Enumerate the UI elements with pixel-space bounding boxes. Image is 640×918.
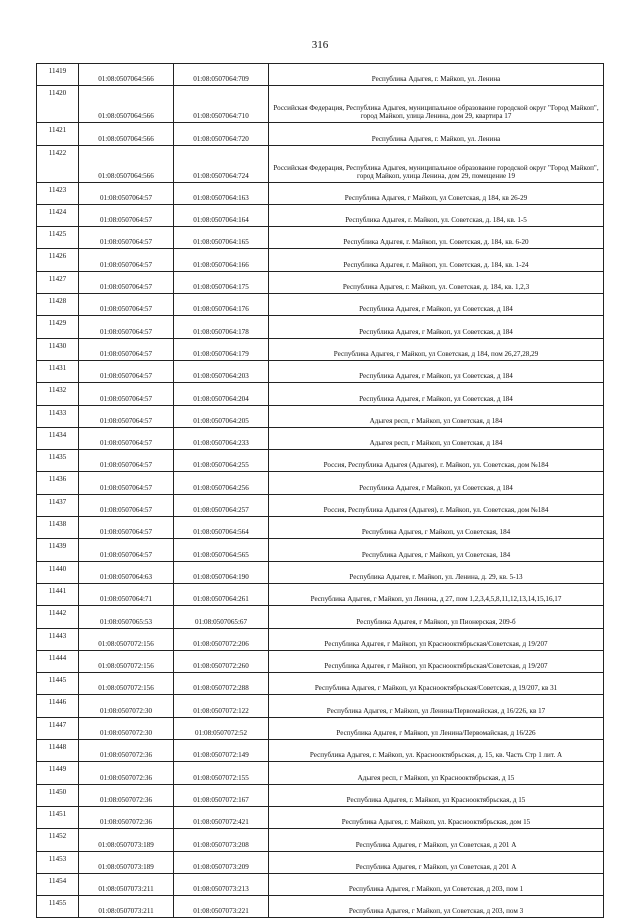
- parent-cadastral-number-cell: 01:08:0507064:57: [79, 494, 174, 516]
- cadastral-number-cell: 01:08:0507072:122: [174, 695, 269, 717]
- cadastral-number-cell: 01:08:0507064:190: [174, 561, 269, 583]
- cadastral-number-cell: 01:08:0507064:163: [174, 182, 269, 204]
- address-cell: Республика Адыгея, г Майкоп, ул Советская, д 184: [269, 294, 604, 316]
- cadastral-number-cell: 01:08:0507073:208: [174, 829, 269, 851]
- parent-cadastral-number-cell: 01:08:0507072:156: [79, 628, 174, 650]
- cadastral-number-cell: 01:08:0507072:167: [174, 784, 269, 806]
- row-number-cell: 11432: [37, 383, 79, 405]
- table-row: [37, 227, 604, 249]
- registry-table: [36, 63, 604, 918]
- address-cell: Республика Адыгея, г Майкоп, ул Советская, д 201 А: [269, 829, 604, 851]
- cadastral-number-cell: 01:08:0507064:565: [174, 539, 269, 561]
- address-cell: Адыгея респ, г Майкоп, ул Краснооктябрьская, д 15: [269, 762, 604, 784]
- table-row: [37, 182, 604, 204]
- row-number-cell: 11443: [37, 628, 79, 650]
- address-cell: Россия, Республика Адыгея (Адыгея), г. Майкоп, ул. Советская, дом №184: [269, 494, 604, 516]
- cadastral-number-cell: 01:08:0507072:288: [174, 673, 269, 695]
- row-number-cell: 11439: [37, 539, 79, 561]
- row-number-cell: 11453: [37, 851, 79, 873]
- table-row: [37, 583, 604, 605]
- cadastral-number-cell: 01:08:0507064:257: [174, 494, 269, 516]
- parent-cadastral-number-cell: 01:08:0507072:36: [79, 784, 174, 806]
- row-number-cell: 11420: [37, 86, 79, 123]
- address-cell: Республика Адыгея, г. Майкоп, ул. Ленина: [269, 123, 604, 145]
- address-cell: Республика Адыгея, г. Майкоп, ул Краснооктябрьская, д 15: [269, 784, 604, 806]
- cadastral-number-cell: 01:08:0507064:255: [174, 450, 269, 472]
- cadastral-number-cell: 01:08:0507064:204: [174, 383, 269, 405]
- row-number-cell: 11423: [37, 182, 79, 204]
- row-number-cell: 11428: [37, 294, 79, 316]
- address-cell: Российская Федерация, Республика Адыгея, муниципальное образование городской округ "Город Майкоп", город Майкоп, улица Ленина, дом 29, помещение 19: [269, 145, 604, 182]
- row-number-cell: 11437: [37, 494, 79, 516]
- address-cell: Республика Адыгея, г. Майкоп, ул. Краснооктябрьская, дом 15: [269, 806, 604, 828]
- cadastral-number-cell: 01:08:0507072:421: [174, 806, 269, 828]
- parent-cadastral-number-cell: 01:08:0507073:211: [79, 873, 174, 895]
- cadastral-number-cell: 01:08:0507064:178: [174, 316, 269, 338]
- address-cell: Республика Адыгея, г Майкоп, ул Краснооктябрьская/Советская, д 19/207: [269, 628, 604, 650]
- parent-cadastral-number-cell: 01:08:0507064:57: [79, 360, 174, 382]
- table-row: [37, 450, 604, 472]
- row-number-cell: 11435: [37, 450, 79, 472]
- parent-cadastral-number-cell: 01:08:0507064:57: [79, 427, 174, 449]
- address-cell: Республика Адыгея, г Майкоп, ул Советская, д 184: [269, 360, 604, 382]
- parent-cadastral-number-cell: 01:08:0507064:57: [79, 227, 174, 249]
- cadastral-number-cell: 01:08:0507064:710: [174, 86, 269, 123]
- address-cell: Республика Адыгея, г Майкоп, ул Ленина, д 27, пом 1,2,3,4,5,8,11,12,13,14,15,16,17: [269, 583, 604, 605]
- cadastral-number-cell: 01:08:0507064:166: [174, 249, 269, 271]
- row-number-cell: 11454: [37, 873, 79, 895]
- parent-cadastral-number-cell: 01:08:0507064:566: [79, 86, 174, 123]
- table-row: [37, 762, 604, 784]
- parent-cadastral-number-cell: 01:08:0507064:57: [79, 294, 174, 316]
- parent-cadastral-number-cell: 01:08:0507064:57: [79, 182, 174, 204]
- registry-body: [37, 64, 604, 918]
- row-number-cell: 11431: [37, 360, 79, 382]
- address-cell: Республика Адыгея, г. Майкоп, ул. Ленина, д. 29, кв. 5-13: [269, 561, 604, 583]
- cadastral-number-cell: 01:08:0507072:155: [174, 762, 269, 784]
- parent-cadastral-number-cell: 01:08:0507064:57: [79, 204, 174, 226]
- row-number-cell: 11450: [37, 784, 79, 806]
- row-number-cell: 11444: [37, 650, 79, 672]
- parent-cadastral-number-cell: 01:08:0507072:36: [79, 740, 174, 762]
- cadastral-number-cell: 01:08:0507072:149: [174, 740, 269, 762]
- table-row: [37, 851, 604, 873]
- row-number-cell: 11451: [37, 806, 79, 828]
- table-row: [37, 64, 604, 86]
- cadastral-number-cell: 01:08:0507064:709: [174, 64, 269, 86]
- row-number-cell: 11436: [37, 472, 79, 494]
- address-cell: Россия, Республика Адыгея (Адыгея), г. Майкоп, ул. Советская, дом №184: [269, 450, 604, 472]
- parent-cadastral-number-cell: 01:08:0507073:189: [79, 851, 174, 873]
- cadastral-number-cell: 01:08:0507065:67: [174, 606, 269, 628]
- row-number-cell: 11427: [37, 271, 79, 293]
- table-row: [37, 145, 604, 182]
- row-number-cell: 11434: [37, 427, 79, 449]
- table-row: [37, 561, 604, 583]
- parent-cadastral-number-cell: 01:08:0507064:57: [79, 271, 174, 293]
- cadastral-number-cell: 01:08:0507064:205: [174, 405, 269, 427]
- table-row: [37, 494, 604, 516]
- table-row: [37, 829, 604, 851]
- cadastral-number-cell: 01:08:0507064:179: [174, 338, 269, 360]
- table-row: [37, 86, 604, 123]
- cadastral-number-cell: 01:08:0507064:165: [174, 227, 269, 249]
- row-number-cell: 11438: [37, 517, 79, 539]
- address-cell: Республика Адыгея, г Майкоп, ул Ленина/Первомайская, д 16/226, кв 17: [269, 695, 604, 717]
- address-cell: Республика Адыгея, г Майкоп, ул Советская, д 184: [269, 316, 604, 338]
- address-cell: Республика Адыгея, г Майкоп, ул Советская, д 184: [269, 472, 604, 494]
- cadastral-number-cell: 01:08:0507064:256: [174, 472, 269, 494]
- row-number-cell: 11449: [37, 762, 79, 784]
- row-number-cell: 11440: [37, 561, 79, 583]
- cadastral-number-cell: 01:08:0507064:175: [174, 271, 269, 293]
- address-cell: Республика Адыгея, г Майкоп, ул Советская, д 184, пом 26,27,28,29: [269, 338, 604, 360]
- address-cell: Республика Адыгея, г Майкоп, ул Пионерская, 209-б: [269, 606, 604, 628]
- page-number: 316: [311, 39, 329, 51]
- cadastral-number-cell: 01:08:0507064:176: [174, 294, 269, 316]
- row-number-cell: 11452: [37, 829, 79, 851]
- table-row: [37, 606, 604, 628]
- address-cell: Республика Адыгея, г. Майкоп, ул. Советская, д. 184, кв. 1,2,3: [269, 271, 604, 293]
- parent-cadastral-number-cell: 01:08:0507064:57: [79, 338, 174, 360]
- cadastral-number-cell: 01:08:0507073:209: [174, 851, 269, 873]
- parent-cadastral-number-cell: 01:08:0507064:57: [79, 383, 174, 405]
- row-number-cell: 11425: [37, 227, 79, 249]
- row-number-cell: 11433: [37, 405, 79, 427]
- parent-cadastral-number-cell: 01:08:0507064:57: [79, 405, 174, 427]
- table-row: [37, 123, 604, 145]
- table-row: [37, 539, 604, 561]
- cadastral-number-cell: 01:08:0507064:720: [174, 123, 269, 145]
- address-cell: Республика Адыгея, г. Майкоп, ул. Ленина: [269, 64, 604, 86]
- cadastral-number-cell: 01:08:0507064:564: [174, 517, 269, 539]
- table-row: [37, 806, 604, 828]
- cadastral-number-cell: 01:08:0507064:724: [174, 145, 269, 182]
- parent-cadastral-number-cell: 01:08:0507073:189: [79, 829, 174, 851]
- row-number-cell: 11441: [37, 583, 79, 605]
- parent-cadastral-number-cell: 01:08:0507072:30: [79, 695, 174, 717]
- parent-cadastral-number-cell: 01:08:0507064:63: [79, 561, 174, 583]
- row-number-cell: 11429: [37, 316, 79, 338]
- parent-cadastral-number-cell: 01:08:0507072:36: [79, 806, 174, 828]
- table-row: [37, 695, 604, 717]
- row-number-cell: 11430: [37, 338, 79, 360]
- table-row: [37, 294, 604, 316]
- address-cell: Республика Адыгея, г. Майкоп, ул. Советская, д. 184, кв. 1-5: [269, 204, 604, 226]
- address-cell: Республика Адыгея, г Майкоп, ул Советская, д 203, пом 3: [269, 896, 604, 918]
- address-cell: Республика Адыгея, г Майкоп, ул Советская, д 184: [269, 383, 604, 405]
- parent-cadastral-number-cell: 01:08:0507064:566: [79, 64, 174, 86]
- parent-cadastral-number-cell: 01:08:0507064:57: [79, 249, 174, 271]
- row-number-cell: 11447: [37, 717, 79, 739]
- table-row: [37, 740, 604, 762]
- address-cell: Республика Адыгея, г. Майкоп, ул. Советская, д. 184, кв. 1-24: [269, 249, 604, 271]
- address-cell: Республика Адыгея, г Майкоп, ул Ленина/Первомайская, д 16/226: [269, 717, 604, 739]
- row-number-cell: 11424: [37, 204, 79, 226]
- table-row: [37, 383, 604, 405]
- cadastral-number-cell: 01:08:0507064:203: [174, 360, 269, 382]
- parent-cadastral-number-cell: 01:08:0507064:566: [79, 145, 174, 182]
- table-row: [37, 338, 604, 360]
- parent-cadastral-number-cell: 01:08:0507064:71: [79, 583, 174, 605]
- cadastral-number-cell: 01:08:0507064:233: [174, 427, 269, 449]
- cadastral-number-cell: 01:08:0507064:164: [174, 204, 269, 226]
- table-row: [37, 784, 604, 806]
- cadastral-number-cell: 01:08:0507073:221: [174, 896, 269, 918]
- address-cell: Российская Федерация, Республика Адыгея, муниципальное образование городской округ "Город Майкоп", город Майкоп, улица Ленина, дом 29, квартира 17: [269, 86, 604, 123]
- parent-cadastral-number-cell: 01:08:0507072:36: [79, 762, 174, 784]
- address-cell: Республика Адыгея, г Майкоп, ул Советская, 184: [269, 539, 604, 561]
- address-cell: Республика Адыгея, г Майкоп, ул Советская, 184: [269, 517, 604, 539]
- table-row: [37, 427, 604, 449]
- table-row: [37, 316, 604, 338]
- cadastral-number-cell: 01:08:0507072:52: [174, 717, 269, 739]
- row-number-cell: 11442: [37, 606, 79, 628]
- row-number-cell: 11448: [37, 740, 79, 762]
- table-row: [37, 360, 604, 382]
- table-row: [37, 249, 604, 271]
- table-row: [37, 628, 604, 650]
- row-number-cell: 11445: [37, 673, 79, 695]
- table-row: [37, 650, 604, 672]
- parent-cadastral-number-cell: 01:08:0507065:53: [79, 606, 174, 628]
- address-cell: Республика Адыгея, г Майкоп, ул Краснооктябрьская/Советская, д 19/207: [269, 650, 604, 672]
- table-row: [37, 873, 604, 895]
- table-row: [37, 673, 604, 695]
- table-row: [37, 717, 604, 739]
- row-number-cell: 11422: [37, 145, 79, 182]
- cadastral-number-cell: 01:08:0507072:206: [174, 628, 269, 650]
- parent-cadastral-number-cell: 01:08:0507072:156: [79, 673, 174, 695]
- table-row: [37, 405, 604, 427]
- table-row: [37, 271, 604, 293]
- parent-cadastral-number-cell: 01:08:0507064:57: [79, 472, 174, 494]
- parent-cadastral-number-cell: 01:08:0507064:57: [79, 316, 174, 338]
- address-cell: Республика Адыгея, г. Майкоп, ул. Советская, д. 184, кв. 6-20: [269, 227, 604, 249]
- address-cell: Республика Адыгея, г Майкоп, ул Краснооктябрьская/Советская, д 19/207, кв 31: [269, 673, 604, 695]
- row-number-cell: 11446: [37, 695, 79, 717]
- cadastral-number-cell: 01:08:0507064:261: [174, 583, 269, 605]
- cadastral-number-cell: 01:08:0507072:260: [174, 650, 269, 672]
- parent-cadastral-number-cell: 01:08:0507072:156: [79, 650, 174, 672]
- row-number-cell: 11421: [37, 123, 79, 145]
- address-cell: Республика Адыгея, г Майкоп, ул Советская, д 184, кв 26-29: [269, 182, 604, 204]
- cadastral-number-cell: 01:08:0507073:213: [174, 873, 269, 895]
- row-number-cell: 11419: [37, 64, 79, 86]
- address-cell: Адыгея респ, г Майкоп, ул Советская, д 184: [269, 427, 604, 449]
- parent-cadastral-number-cell: 01:08:0507064:57: [79, 517, 174, 539]
- row-number-cell: 11455: [37, 896, 79, 918]
- address-cell: Республика Адыгея, г Майкоп, ул Советская, д 203, пом 1: [269, 873, 604, 895]
- address-cell: Республика Адыгея, г. Майкоп, ул. Краснооктябрьская, д. 15, кв. Часть Стр 1 лит. А: [269, 740, 604, 762]
- parent-cadastral-number-cell: 01:08:0507072:30: [79, 717, 174, 739]
- parent-cadastral-number-cell: 01:08:0507064:566: [79, 123, 174, 145]
- table-row: [37, 896, 604, 918]
- address-cell: Республика Адыгея, г Майкоп, ул Советская, д 201 А: [269, 851, 604, 873]
- table-row: [37, 204, 604, 226]
- row-number-cell: 11426: [37, 249, 79, 271]
- parent-cadastral-number-cell: 01:08:0507064:57: [79, 539, 174, 561]
- parent-cadastral-number-cell: 01:08:0507073:211: [79, 896, 174, 918]
- parent-cadastral-number-cell: 01:08:0507064:57: [79, 450, 174, 472]
- address-cell: Адыгея респ, г Майкоп, ул Советская, д 184: [269, 405, 604, 427]
- table-row: [37, 472, 604, 494]
- table-row: [37, 517, 604, 539]
